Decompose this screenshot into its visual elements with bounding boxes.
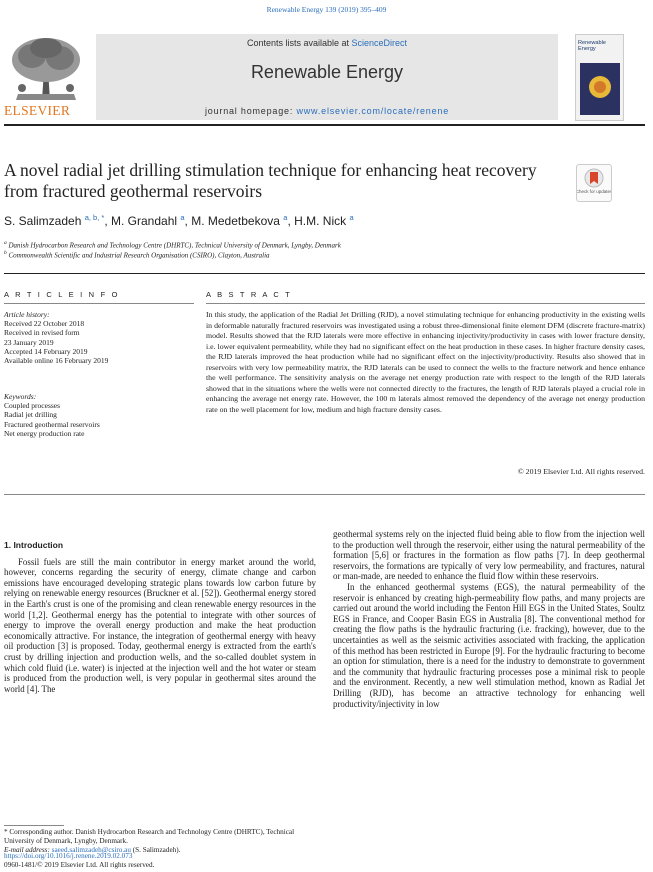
corresponding-author-note: * Corresponding author. Danish Hydrocarbon Research and Technology Centre (DHRTC), Technical University of Denmark, Lyngby, Denmark. <box>4 828 295 845</box>
author-name[interactable]: H.M. Nick <box>294 214 347 228</box>
affil-text: Danish Hydrocarbon Research and Technology Centre (DHRTC), Technical University of Denmark, Lyngby, Denmark <box>8 241 341 250</box>
affil-text: Commonwealth Scientific and Industrial Research Organisation (CSIRO), Clayton, Australia <box>8 251 270 260</box>
abstract-heading: A B S T R A C T <box>206 290 292 299</box>
body-column-right <box>333 529 645 709</box>
journal-cover-thumbnail[interactable] <box>575 34 624 121</box>
history-item: Accepted 14 February 2019 <box>4 346 88 356</box>
keywords-label: Keywords: <box>4 392 37 401</box>
affiliation-a <box>4 240 341 249</box>
author-affil-sup[interactable]: a <box>349 213 354 222</box>
journal-homepage-line <box>96 106 558 116</box>
homepage-prefix: journal homepage: <box>204 106 297 116</box>
body-column-left <box>4 540 316 694</box>
email-suffix: (S. Salimzadeh). <box>130 846 181 854</box>
footnotes <box>4 828 316 855</box>
email-link[interactable]: saeed.salimzadeh@csiro.au <box>51 846 131 854</box>
section-heading: 1. Introduction <box>4 540 64 550</box>
sciencedirect-link[interactable]: ScienceDirect <box>351 38 408 48</box>
author-name[interactable]: M. Grandahl <box>111 214 178 228</box>
author-affil-sup[interactable]: a <box>180 213 185 222</box>
doi-block <box>4 852 154 870</box>
article-info-rule <box>4 303 194 304</box>
affil-marker: b <box>4 250 7 256</box>
email-label: E-mail address: <box>4 846 52 854</box>
abstract-copyright: © 2019 Elsevier Ltd. All rights reserved. <box>517 467 645 476</box>
doi-link[interactable]: https://doi.org/10.1016/j.renene.2019.02.073 <box>4 852 133 860</box>
author-list <box>4 213 354 228</box>
homepage-link[interactable]: www.elsevier.com/locate/renene <box>296 106 450 116</box>
abstract-rule <box>206 303 645 304</box>
cover-title: Renewable Energy <box>578 40 606 52</box>
check-for-updates-button[interactable] <box>576 164 612 202</box>
author-separator: , <box>104 214 111 228</box>
contents-prefix: Contents lists available at <box>246 38 352 48</box>
keyword: Coupled processes <box>4 401 61 411</box>
abstract-text: In this study, the application of the Radial Jet Drilling (RJD), a novel stimulating technique for enhancing productivity in the existing wells in deformable naturally fractured reservoirs was investigated using a robust three-dimensional finite element DFM (discrete fracture-matrix) model. Results showed that the RJD laterals were more effective in enhancing injectivity/productivity in cases with lower fracture density, i.e. lower equivalent permeability, while they had no significant effect on the heat production in these cases. In higher fracture density cases, the RJD laterals improved the heat production while had no significant effect on the injectivity/productivity. Results also showed that in reservoirs with very low permeability matrix, the RJD laterals can be used to connect the wells to the fracture network and hence enhance the well performance. The sensitivity analysis on the average net energy production rate with respect to the length of the RJD laterals showed that in the situations where the wells were not connected directly to the fractures, the length of RJD laterals played a crucial role in enhancing the average net energy rate. However, the 100 m laterals almost removed the dependency of the average net energy production rate on the well placement for low, medium and high fracture density cases. <box>206 310 645 414</box>
history-item: Received 22 October 2018 <box>4 319 85 329</box>
affil-marker: a <box>4 240 7 246</box>
cover-image <box>580 63 620 115</box>
history-item: Received in revised form <box>4 328 80 338</box>
bookmark-icon <box>577 165 611 201</box>
author-separator: , <box>184 214 192 228</box>
journal-banner <box>96 34 558 120</box>
body-paragraph: geothermal systems rely on the injected fluid being able to flow from the injection well to the production well through the reservoir, either using the natural permeability of the formation [5,6] or fractures in the formation as flow paths [7]. In deep geothermal reservoirs, the formations are typically of very low permeability, and fractures, natural or man-made, are needed to enhance the fluid flow within these reservoirs. <box>333 529 645 582</box>
publisher-wordmark: ELSEVIER <box>4 103 71 118</box>
author-separator: , <box>287 214 295 228</box>
journal-name: Renewable Energy <box>250 62 404 82</box>
keyword: Net energy production rate <box>4 428 85 438</box>
article-title: A novel radial jet drilling stimulation technique for enhancing heat recovery from fractured geothermal reservoirs <box>4 160 537 201</box>
keyword: Radial jet drilling <box>4 410 57 420</box>
article-history <box>4 310 194 365</box>
body-paragraph: In the enhanced geothermal systems (EGS), the natural permeability of the reservoir is enhanced by creating high-permeability flow paths, and many projects are carried out around the world including the Fenton Hill EGS in the United States, Soultz EGS in France, and Cooper Basin EGS in Australia [8]. The conventional method for creating the flow paths is the hydraulic fracturing (i.e. fracking), however, due to the uncertainties as well as the seismic activities associated with fracking, the application of this method has been restricted in Europe [9]. For the hydraulic fracturing to become an option for stimulation, there is a need for the industry to demonstrate to government and the community that hydraulic fracturing processes pose a minimal risk to people and the environment. Recently, a new well stimulation method, known as Radial Jet Drilling (RJD), has become an attractive technology for enhancing well productivity/injectivity in low <box>333 581 645 709</box>
journal-citation-link[interactable]: Renewable Energy 139 (2019) 395–409 <box>266 5 387 14</box>
author-name[interactable]: S. Salimzadeh <box>4 214 82 228</box>
history-item: 23 January 2019 <box>4 337 54 347</box>
keyword: Fractured geothermal reservoirs <box>4 419 100 429</box>
article-info-heading: A R T I C L E I N F O <box>4 290 120 299</box>
history-item: Available online 16 February 2019 <box>4 356 109 366</box>
body-rule <box>4 494 645 495</box>
history-label: Article history: <box>4 310 50 319</box>
affiliation-b <box>4 250 270 259</box>
author-name[interactable]: M. Medetbekova <box>191 214 280 228</box>
check-updates-label: Check for updates <box>577 189 611 194</box>
body-paragraph: Fossil fuels are still the main contributor in energy market around the world, however, concerns regarding the security of energy, climate change and carbon emissions have encouraged developing strategic plans towards low carbon future by relying on renewable energy resources (Bruckner et al. [52]). Geothermal energy stored in the Earth's crust is one of the promising and clean renewable energy resources in the world [1,2]. Geothermal energy has the potential to integrate with other sources of energy to improve the overall energy production and make the heat production economically attractive. For instance, the integration of geothermal energy with heavy oil production [3] is proposed. Today, geothermal energy is extracted from the earth's crust by drilling injection and production wells, and the so-called doublet system in which cold fluid (i.e. water) is injected at the injection well and the hot water or steam is produced from the production well, is very popular in geothermal sites around the world [4]. The <box>4 556 316 694</box>
footnote-rule <box>4 825 64 826</box>
contents-line <box>96 38 558 48</box>
author-affil-sup[interactable]: a, b, * <box>84 213 105 222</box>
author-affil-sup[interactable]: a <box>283 213 288 222</box>
issn-line: 0960-1481/© 2019 Elsevier Ltd. All rights reserved. <box>4 861 155 869</box>
keywords <box>4 392 194 438</box>
header-rule <box>4 124 645 126</box>
section-rule <box>4 273 645 274</box>
